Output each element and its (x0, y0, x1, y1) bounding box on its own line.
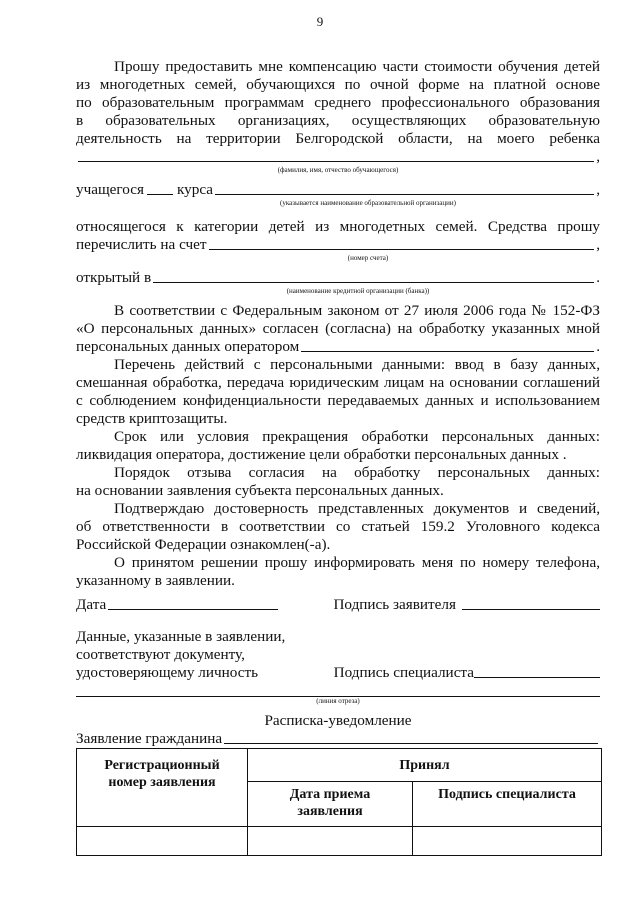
text-line: об ответственности в соответствии со статьей 159.2 Уголовного кодекса (76, 518, 600, 535)
caption-fio: (фамилия, имя, отчество обучающегося) (277, 166, 399, 174)
specialist-signature-field[interactable] (474, 664, 600, 678)
specialist-signature-cell[interactable] (413, 827, 602, 856)
text-line: Прошу предоставить мне компенсацию части стоимости обучения детей (114, 58, 600, 75)
reg-number-header: Регистрационный номер заявления (77, 749, 248, 827)
text-line: в образовательных организациях, осуществляющих образовательную (76, 112, 600, 129)
reg-number-cell[interactable] (77, 827, 248, 856)
text-line: средств криптозащиты. (76, 410, 228, 427)
course-label: курса (176, 181, 213, 198)
course-number-field[interactable] (147, 181, 173, 195)
cut-line-caption: (линия отреза) (316, 697, 360, 705)
text-line: ликвидация оператора, достижение цели обработки персональных данных . (76, 446, 567, 463)
citizen-field[interactable] (224, 730, 598, 744)
student-course-row: учащегося курса , (76, 181, 600, 198)
specialist-signature-label: Подпись специалиста (333, 664, 474, 681)
verify-line: Данные, указанные в заявлении, (76, 628, 286, 645)
text-line: Перечень действий с персональными данными: ввод в базу данных, (114, 356, 600, 373)
text-line: Срок или условия прекращения обработки персональных данных: (114, 428, 600, 445)
text-line: из многодетных семей, обучающихся по очной форме на платной основе (76, 76, 600, 93)
text-line: по образовательным программам среднего профессионального образования (76, 94, 600, 111)
date-field[interactable] (108, 596, 278, 610)
text-line: на основании заявления субъекта персональных данных. (76, 482, 444, 499)
date-received-cell[interactable] (248, 827, 413, 856)
operator-row: персональных данных оператором . (76, 338, 600, 355)
citizen-row (76, 730, 600, 748)
text-line: Подтверждаю достоверность представленных документов и сведений, (114, 500, 600, 517)
applicant-signature-label: Подпись заявителя (333, 596, 456, 613)
text-line: О принятом решении прошу информировать меня по номеру телефона, (114, 554, 600, 571)
receipt-title: Расписка-уведомление (264, 712, 412, 729)
transfer-label: перечислить на счет (76, 236, 207, 253)
bank-row: открытый в . (76, 269, 600, 286)
accepted-header: Принял (248, 749, 602, 782)
text-line: смешанная обработка, передача юридическим лицам на основании соглашений (76, 374, 600, 391)
caption-bank: (наименование кредитной организации (банка)) (286, 287, 430, 295)
text-line: деятельность на территории Белгородской области, на моего ребенка (76, 130, 600, 147)
verify-line: соответствуют документу, (76, 646, 245, 663)
page-number: 9 (316, 14, 324, 29)
text-line: Порядок отзыва согласия на обработку персональных данных: (114, 464, 600, 481)
verify-line: удостоверяющему личность (76, 664, 259, 681)
date-label: Дата (76, 596, 107, 613)
specialist-signature-header: Подпись специалиста (413, 782, 602, 827)
receipt-table (76, 748, 602, 856)
opened-label: открытый в (76, 269, 152, 286)
caption-account: (номер счета) (347, 254, 389, 262)
bank-name-field[interactable] (153, 269, 594, 283)
text-line: указанному в заявлении. (76, 572, 235, 589)
operator-field[interactable] (301, 338, 594, 352)
account-row: перечислить на счет , (76, 236, 600, 253)
date-signature-row (76, 596, 600, 614)
child-name-field[interactable]: , (76, 148, 600, 166)
citizen-label: Заявление гражданина (76, 730, 223, 747)
student-label: учащегося (76, 181, 144, 198)
text-line: Российской Федерации ознакомлен(-а). (76, 536, 331, 553)
organization-field[interactable] (215, 181, 594, 195)
account-number-field[interactable] (209, 236, 595, 250)
applicant-signature-field[interactable] (462, 596, 600, 610)
specialist-row (76, 664, 600, 682)
operator-label: персональных данных оператором (76, 338, 300, 355)
application-body (76, 58, 600, 748)
text-line: В соответствии с Федеральным законом от 27 июля 2006 года № 152-ФЗ (114, 302, 600, 319)
caption-org: (указывается наименование образовательной организации) (280, 199, 456, 207)
text-line: с соблюдением конфиденциальности передаваемых данных и использованием (76, 392, 600, 409)
date-received-header: Дата приема заявления (248, 782, 413, 827)
text-line: «О персональных данных» согласен (согласна) на обработку указанных мной (76, 320, 600, 337)
text-line: относящегося к категории детей из многодетных семей. Средства прошу (76, 218, 600, 235)
